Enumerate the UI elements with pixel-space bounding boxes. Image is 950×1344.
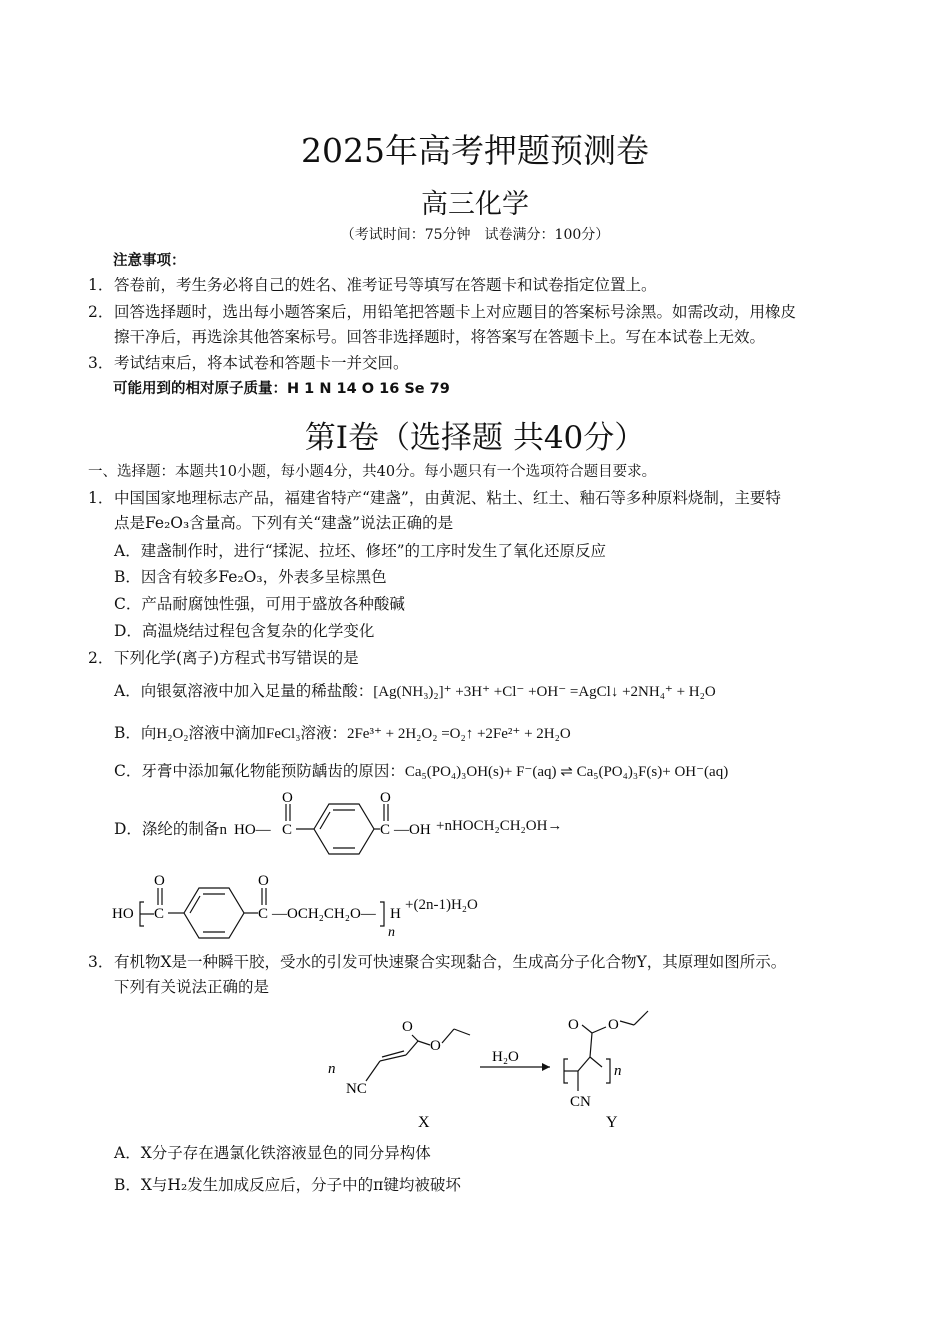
svg-text:C: C (154, 906, 165, 922)
svg-text:O: O (402, 1019, 413, 1035)
label-x: X (418, 1114, 430, 1131)
q1-stem-cont: 点是Fe₂O₃含量高。下列有关“建盏”说法正确的是 (114, 514, 454, 532)
svg-text:C: C (258, 906, 269, 922)
svg-text:O: O (380, 790, 391, 806)
svg-text:HO: HO (112, 906, 134, 922)
note-item-3: 3．考试结束后，将本试卷和答题卡一并交回。 (88, 354, 409, 372)
q2-stem: 2．下列化学(离子)方程式书写错误的是 (88, 649, 359, 667)
q2-option-d-reagent: +nHOCH₂CH₂OH→ (436, 818, 563, 834)
svg-text:O: O (608, 1017, 619, 1033)
q3-reaction-scheme (320, 1005, 660, 1133)
q2-option-c: C．牙膏中添加氟化物能预防龋齿的原因：Ca₅(PO₄)₃OH(s)+ F⁻(aq) ⇌ Ca₅(PO₄)₃F(s)+ OH⁻(aq) (114, 762, 729, 780)
notes-heading: 注意事项： (113, 253, 186, 269)
exam-title: 2025年高考押题预测卷 (301, 131, 649, 170)
q2-option-a-equation: [Ag(NH₃)₂]⁺ +3H⁺ +Cl⁻ +OH⁻ =AgCl↓ +2NH₄⁺ + H₂O (373, 684, 716, 700)
q1-option-c: C．产品耐腐蚀性强，可用于盛放各种酸碱 (114, 595, 405, 613)
q2-option-c-equation: Ca₅(PO₄)₃OH(s)+ F⁻(aq) ⇌ Ca₅(PO₄)₃F(s)+ OH⁻(aq) (404, 764, 729, 780)
label-y: Y (606, 1114, 618, 1131)
svg-text:O: O (282, 790, 293, 806)
q3-option-b: B．X与H₂发生加成反应后，分子中的π键均被破坏 (114, 1176, 461, 1194)
q1-option-a: A．建盏制作时，进行“揉泥、拉坯、修坯”的工序时发生了氧化还原反应 (114, 542, 607, 560)
arrow-label: H₂O (492, 1049, 519, 1065)
section-instruction: 一、选择题：本题共10小题，每小题4分，共40分。每小题只有一个选项符合题目要求。 (88, 464, 657, 480)
svg-text:n: n (328, 1061, 336, 1077)
svg-text:n: n (388, 925, 395, 940)
note-item-1: 1．答卷前，考生务必将自己的姓名、准考证号等填写在答题卡和试卷指定位置上。 (88, 276, 657, 294)
svg-text:CN: CN (570, 1094, 591, 1110)
q2-option-d-byproduct: +(2n-1)H₂O (405, 897, 478, 913)
q3-stem-cont: 下列有关说法正确的是 (114, 978, 270, 996)
q2-option-a: A．向银氨溶液中加入足量的稀盐酸：[Ag(NH₃)₂]⁺ +3H⁺ +Cl⁻ +OH⁻ =AgCl↓ +2NH₄⁺ + H₂O (114, 682, 716, 700)
svg-text:C: C (380, 822, 391, 838)
svg-text:O: O (568, 1017, 579, 1033)
note-item-2-cont: 擦干净后，再选涂其他答案标号。回答非选择题时，将答案写在答题卡上。写在本试卷上无效。 (114, 328, 766, 346)
q2-option-b: B．向H₂O₂溶液中滴加FeCl₃溶液：2Fe³⁺ + 2H₂O₂ =O₂↑ +2Fe²⁺ + 2H₂O (114, 724, 571, 742)
svg-text:H: H (390, 906, 401, 922)
atomic-mass: 可能用到的相对原子质量：H 1 N 14 O 16 Se 79 (113, 381, 450, 397)
svg-text:—OH: —OH (394, 822, 431, 838)
subject-title: 高三化学 (421, 189, 529, 220)
q2-option-d-label: D．涤纶的制备n (114, 820, 227, 838)
svg-text:O: O (258, 873, 269, 889)
q1-stem: 1．中国国家地理标志产品，福建省特产“建盏”，由黄泥、粘土、红土、釉石等多种原料烧制，主要特 (88, 489, 781, 507)
q3-stem: 3．有机物X是一种瞬干胶，受水的引发可快速聚合实现黏合，生成高分子化合物Y，其原理如图所示。 (88, 953, 787, 971)
svg-text:O: O (154, 873, 165, 889)
q3-option-a: A．X分子存在遇氯化铁溶液显色的同分异构体 (114, 1144, 431, 1162)
note-item-2: 2．回答选择题时，选出每小题答案后，用铅笔把答题卡上对应题目的答案标号涂黑。如需改动，用橡皮 (88, 303, 797, 321)
svg-text:O: O (430, 1038, 441, 1054)
q1-option-d: D．高温烧结过程包含复杂的化学变化 (114, 622, 375, 640)
svg-text:—OCH₂CH₂O—: —OCH₂CH₂O— (272, 906, 376, 922)
exam-info: （考试时间：75分钟 试卷满分：100分） (340, 227, 610, 243)
svg-text:HO—: HO— (234, 822, 271, 838)
svg-text:NC: NC (346, 1081, 367, 1097)
svg-text:n: n (614, 1063, 622, 1079)
svg-text:C: C (282, 822, 293, 838)
q1-option-b: B．因含有较多Fe₂O₃，外表多呈棕黑色 (114, 568, 387, 586)
section-title: 第Ⅰ卷（选择题 共40分） (304, 420, 646, 456)
q2-option-b-equation: 2Fe³⁺ + 2H₂O₂ =O₂↑ +2Fe²⁺ + 2H₂O (346, 726, 571, 742)
